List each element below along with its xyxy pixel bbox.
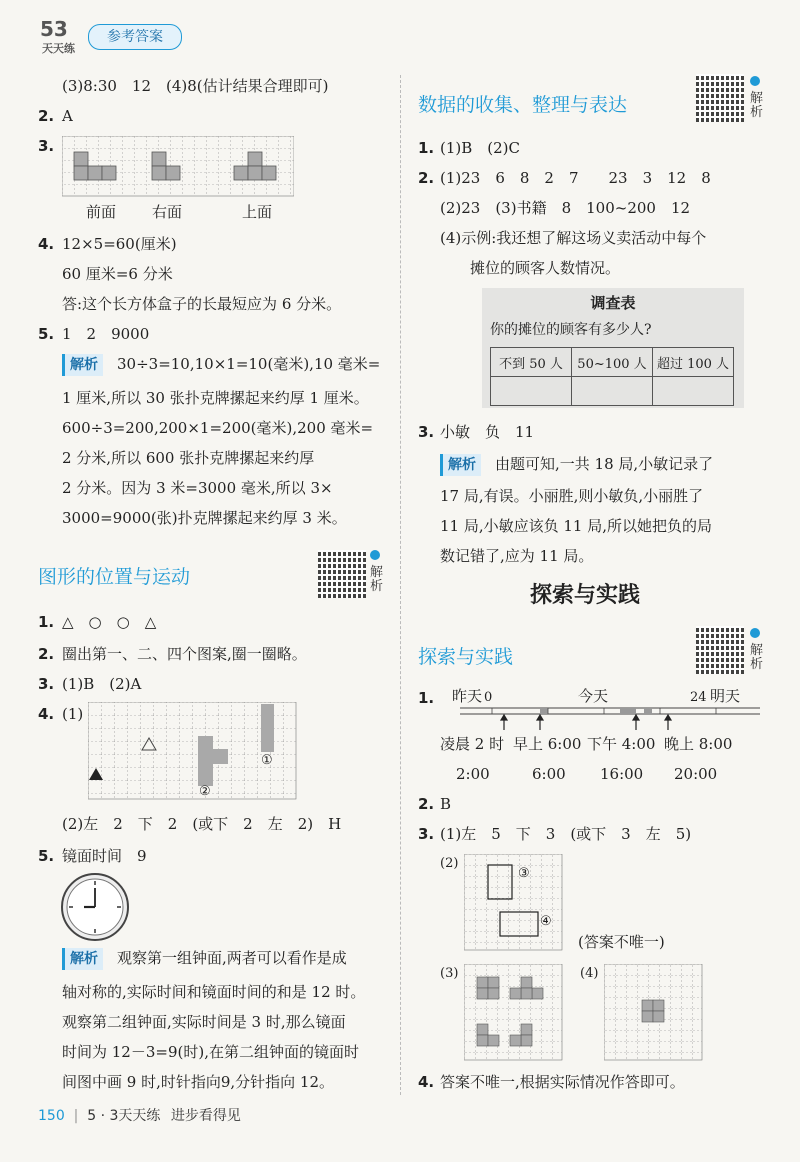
event-label: 凌晨 2 时	[440, 735, 505, 753]
answer-4-part2: (2)左 2 下 2 (或下 2 左 2) H	[62, 815, 342, 833]
section-title: 数据的收集、整理与表达	[418, 94, 628, 116]
timeline-tick	[628, 708, 636, 714]
shape-2-cell	[198, 736, 213, 786]
svg-text:53: 53	[40, 17, 68, 41]
time-value: 16:00	[600, 765, 644, 783]
answer-2-line: (4)示例:我还想了解这场义卖活动中每个	[440, 229, 707, 247]
top-view-cell	[248, 166, 262, 180]
shaded-cell	[521, 1024, 532, 1035]
answer-5: 1 2 9000	[62, 325, 150, 343]
answer-3: (1)B (2)A	[62, 675, 142, 693]
qr-code-icon[interactable]	[696, 74, 744, 122]
timeline-bar	[460, 704, 760, 734]
answer-4-line-3: 答:这个长方体盒子的长最短应为 6 分米。	[62, 295, 342, 313]
logo	[38, 14, 84, 54]
answer-3-direction: (1)左 5 下 3 (或下 3 左 5)	[440, 825, 692, 843]
shaded-cell	[521, 988, 532, 999]
survey-title: 调查表	[590, 294, 636, 312]
jiexi-tag: 解析	[440, 454, 481, 476]
q-num: 4.	[38, 705, 55, 723]
jiexi-tag: 解析	[62, 354, 103, 376]
jiexi-line: 观察第一组钟面,两者可以看作是成	[117, 949, 347, 967]
logo-mark-icon	[38, 14, 84, 54]
shaded-cell	[477, 977, 488, 988]
answer-shapes: △ ○ ○ △	[62, 613, 157, 631]
shaded-cell	[653, 1000, 664, 1011]
top-view-cell	[234, 166, 248, 180]
header-badge-text: 参考答案	[107, 29, 163, 45]
answer-3: 小敏 负 11	[440, 423, 535, 441]
answer-4-line-1: 12×5=60(厘米)	[62, 235, 177, 253]
shape-2-cell	[213, 749, 228, 764]
q4-label: (1)	[62, 705, 84, 723]
shaded-cell	[642, 1011, 653, 1022]
jiexi-line: 600÷3=200,200×1=200(毫米),200 毫米=	[62, 419, 374, 437]
timeline-tick	[620, 708, 628, 714]
jiexi-line: 由题可知,一共 18 局,小敏记录了	[495, 455, 714, 473]
timeline-label-yesterday: 昨天	[452, 687, 483, 705]
shape-1-cell	[261, 704, 274, 752]
answer-2-line: (1)23 6 8 2 7 23 3 12 8	[440, 169, 711, 187]
time-value: 6:00	[532, 765, 566, 783]
survey-cell	[491, 377, 572, 406]
event-label: 早上 6:00	[513, 735, 582, 753]
header-badge	[88, 24, 182, 50]
footer	[38, 1106, 241, 1126]
marker-1: ①	[261, 753, 273, 768]
jiexi-line: 时间为 12－3=9(时),在第二组钟面的镜面时	[62, 1043, 359, 1061]
survey-cell	[572, 377, 653, 406]
q-num: 5.	[38, 847, 55, 865]
jiexi-block-3	[440, 454, 713, 476]
footer-divider: |	[69, 1108, 83, 1124]
shaded-cell	[477, 1024, 488, 1035]
symmetry-grid-3	[464, 964, 564, 1062]
q-num: 2.	[418, 795, 435, 813]
big-section-title: 探索与实践	[530, 583, 641, 608]
answer-2-line: 摊位的顾客人数情况。	[470, 259, 621, 277]
q-num: 2.	[38, 107, 55, 125]
survey-box	[482, 288, 744, 408]
shaded-cell	[477, 988, 488, 999]
timeline-end: 24	[690, 690, 707, 705]
event-label: 下午 4:00	[587, 735, 656, 753]
top-view-cell	[262, 166, 276, 180]
grid-label-2: (2)	[440, 856, 459, 871]
right-view-cell	[152, 152, 166, 166]
right-view-cell	[152, 166, 166, 180]
book-name: 5 · 3天天练	[87, 1108, 161, 1124]
section-title: 图形的位置与运动	[38, 566, 191, 588]
jiexi-block-1	[62, 354, 380, 376]
translation-grid	[464, 854, 564, 952]
q-num: 4.	[418, 1073, 435, 1091]
jiexi-line: 1 厘米,所以 30 张扑克牌摞起来约厚 1 厘米。	[62, 389, 369, 407]
timeline-zero: 0	[484, 690, 493, 705]
answer-2-line: (2)23 (3)书籍 8 100~200 12	[440, 199, 691, 217]
section-title: 探索与实践	[418, 646, 514, 668]
jiexi-line: 2 分米,所以 600 张扑克牌摞起来约厚	[62, 449, 315, 467]
marker-3: ③	[518, 866, 530, 881]
front-view-cell	[88, 166, 102, 180]
not-unique-note: (答案不唯一)	[578, 933, 665, 951]
q-num: 2.	[38, 645, 55, 663]
timeline-label-today: 今天	[578, 687, 609, 705]
q-num: 3.	[38, 137, 55, 155]
clock-icon	[60, 872, 130, 942]
shaded-cell	[488, 988, 499, 999]
svg-text:天天练: 天天练	[42, 42, 75, 54]
grid-label-3: (3)	[440, 966, 459, 981]
timeline-tick	[540, 708, 548, 714]
shaded-cell	[653, 1011, 664, 1022]
answer-4-line-2: 60 厘米=6 分米	[62, 265, 173, 283]
jiexi-line: 3000=9000(张)扑克牌摞起来约厚 3 米。	[62, 509, 347, 527]
survey-question: 你的摊位的顾客有多少人?	[490, 322, 652, 338]
time-value: 2:00	[456, 765, 490, 783]
q-num: 3.	[418, 825, 435, 843]
front-view-cell	[102, 166, 116, 180]
right-view-cell	[166, 166, 180, 180]
survey-header: 超过 100 人	[653, 348, 734, 377]
jiexi-line: 数记错了,应为 11 局。	[440, 547, 594, 565]
symmetry-grid-4	[604, 964, 704, 1062]
answer-2: B	[440, 795, 452, 813]
shaded-cell	[510, 1035, 521, 1046]
q-num: 3.	[418, 423, 435, 441]
marker-4: ④	[540, 914, 552, 929]
survey-table	[490, 347, 734, 406]
jiexi-line: 观察第二组钟面,实际时间是 3 时,那么镜面	[62, 1013, 346, 1031]
shaded-cell	[532, 988, 543, 999]
timeline-tick	[644, 708, 652, 714]
shaded-cell	[477, 1035, 488, 1046]
q-num: 1.	[418, 139, 435, 157]
q-num: 5.	[38, 325, 55, 343]
jiexi-line: 17 局,有误。小丽胜,则小敏负,小丽胜了	[440, 487, 704, 505]
qr-label: 解析	[750, 643, 764, 672]
jiexi-line: 11 局,小敏应该负 11 局,所以她把负的局	[440, 517, 713, 535]
jiexi-line: 间图中画 9 时,时针指向9,分针指向 12。	[62, 1073, 335, 1091]
play-icon	[750, 628, 760, 638]
event-label: 晚上 8:00	[664, 735, 733, 753]
jiexi-tag: 解析	[62, 948, 103, 970]
answer-circle: 圈出第一、二、四个图案,圈一圈略。	[62, 645, 307, 663]
q-num: 1.	[418, 689, 435, 707]
play-icon	[750, 76, 760, 86]
jiexi-line: 轴对称的,实际时间和镜面时间的和是 12 时。	[62, 983, 366, 1001]
view-label-front: 前面	[86, 203, 117, 221]
top-view-cell	[248, 152, 262, 166]
jiexi-block-2	[62, 948, 347, 970]
view-label-right: 右面	[152, 203, 183, 221]
q-num: 1.	[38, 613, 55, 631]
q-num: 2.	[418, 169, 435, 187]
shaded-cell	[510, 988, 521, 999]
answer-1: (1)B (2)C	[440, 139, 520, 157]
time-value: 20:00	[674, 765, 718, 783]
page-number: 150	[38, 1108, 65, 1124]
qr-label: 解析	[750, 91, 764, 120]
survey-header: 不到 50 人	[491, 348, 572, 377]
three-views-grid	[62, 136, 294, 198]
play-icon	[370, 550, 380, 560]
front-view-cell	[74, 166, 88, 180]
survey-cell	[653, 377, 734, 406]
answer-4: 答案不唯一,根据实际情况作答即可。	[440, 1073, 685, 1091]
shaded-cell	[521, 977, 532, 988]
left-line-1: (3)8:30 12 (4)8(估计结果合理即可)	[62, 77, 329, 95]
answer-2: A	[62, 107, 73, 125]
front-view-cell	[74, 152, 88, 166]
survey-header: 50~100 人	[572, 348, 653, 377]
column-divider	[400, 75, 402, 1095]
qr-code-icon[interactable]	[696, 626, 744, 674]
grid-label-4: (4)	[580, 966, 599, 981]
answer-5-mirror: 镜面时间 9	[62, 847, 147, 865]
timeline-label-tomorrow: 明天	[710, 687, 741, 705]
shaded-cell	[521, 1035, 532, 1046]
shaded-cell	[642, 1000, 653, 1011]
q-num: 3.	[38, 675, 55, 693]
shaded-cell	[488, 1035, 499, 1046]
q-num: 4.	[38, 235, 55, 253]
slogan: 进步看得见	[170, 1108, 241, 1124]
jiexi-line: 30÷3=10,10×1=10(毫米),10 毫米=	[117, 355, 381, 373]
marker-2: ②	[199, 784, 211, 799]
qr-label: 解析	[370, 565, 384, 594]
qr-code-icon[interactable]	[318, 550, 366, 598]
shaded-cell	[488, 977, 499, 988]
view-label-top: 上面	[242, 203, 273, 221]
jiexi-line: 2 分米。因为 3 米=3000 毫米,所以 3×	[62, 479, 333, 497]
